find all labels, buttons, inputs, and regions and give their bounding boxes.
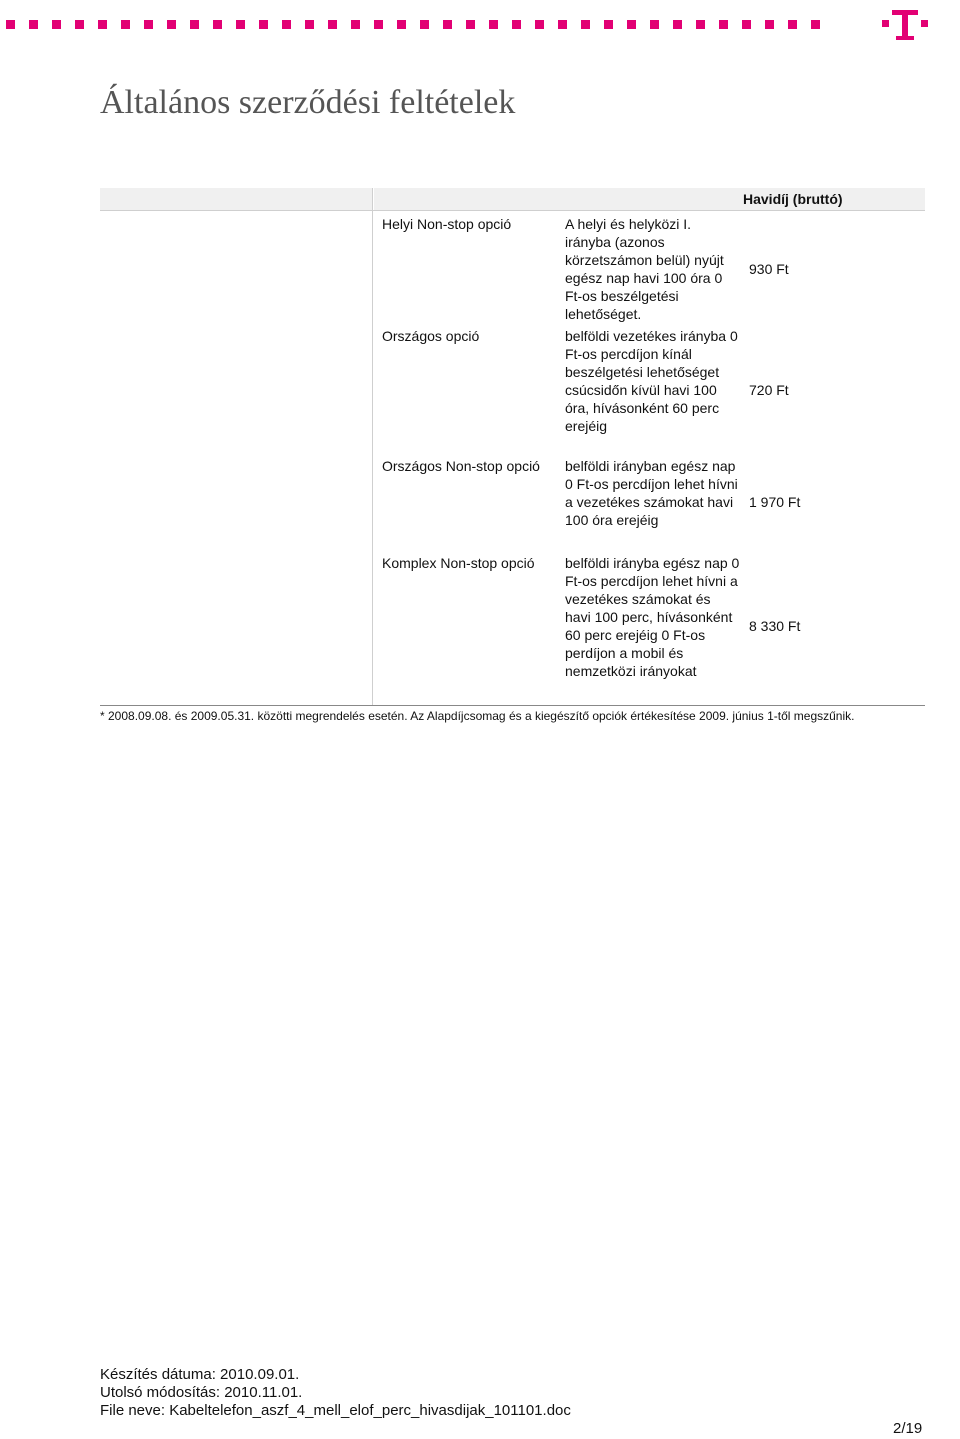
page-title: Általános szerződési feltételek xyxy=(100,84,516,121)
option-description: belföldi irányban egész nap 0 Ft-os percdíjon lehet hívni a vezetékes számokat havi 100 óra erejéig xyxy=(565,458,738,528)
table-row xyxy=(100,554,925,704)
option-description: belföldi irányba egész nap 0 Ft-os percdíjon lehet hívni a vezetékes számokat és havi 100 perc, hívásonként 60 perc erejéig 0 Ft-os perdíjon a mobil és nemzetközi irányokat xyxy=(565,555,740,679)
page-number: 2/19 xyxy=(893,1420,923,1437)
created-date: Készítés dátuma: 2010.09.01. xyxy=(100,1366,300,1383)
brand-dot-row xyxy=(0,20,886,32)
option-description: belföldi vezetékes irányba 0 Ft-os percdíjon kínál beszélgetési lehetőséget csúcsidőn kívül havi 100 óra, hívásonként 60 perc erejéig xyxy=(565,328,738,434)
modified-date: Utolsó módosítás: 2010.11.01. xyxy=(100,1384,303,1401)
option-fee: 1 970 Ft xyxy=(749,494,801,510)
fee-table xyxy=(100,188,925,704)
option-name: Országos opció xyxy=(382,328,480,344)
option-fee: 8 330 Ft xyxy=(749,618,801,634)
file-name: File neve: Kabeltelefon_aszf_4_mell_elof_perc_hivasdijak_101101.doc xyxy=(100,1402,571,1419)
table-header xyxy=(100,188,925,211)
table-row xyxy=(100,215,925,327)
document-meta xyxy=(100,1366,571,1420)
option-description: A helyi és helyközi I. irányba (azonos körzetszámon belül) nyújt egész nap havi 100 óra 0 Ft-os beszélgetési lehetőséget. xyxy=(565,216,724,322)
table-row xyxy=(100,327,925,457)
table-bottom-rule xyxy=(100,705,925,706)
option-name: Helyi Non-stop opció xyxy=(382,216,512,232)
option-fee: 930 Ft xyxy=(749,261,789,277)
option-name: Komplex Non-stop opció xyxy=(382,555,535,571)
footnote: * 2008.09.08. és 2009.05.31. közötti megrendelés esetén. Az Alapdíjcsomag és a kiegészítő opciók értékesítése 2009. június 1-től megszűnik. xyxy=(100,709,855,723)
t-logo-icon xyxy=(880,6,930,42)
option-name: Országos Non-stop opció xyxy=(382,458,540,474)
column-header-fee: Havidíj (bruttó) xyxy=(743,191,843,207)
table-row xyxy=(100,457,925,554)
option-fee: 720 Ft xyxy=(749,382,789,398)
